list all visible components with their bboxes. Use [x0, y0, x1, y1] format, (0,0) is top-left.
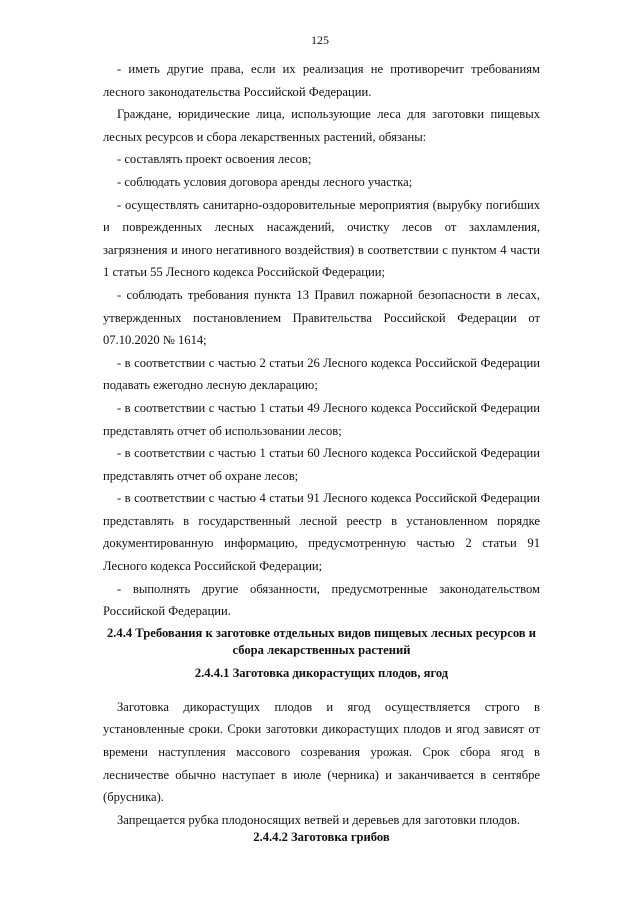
paragraph: Граждане, юридические лица, использующие леса для заготовки пищевых лесных ресурсов и сбора лекарственных растений, обязаны:: [103, 107, 540, 144]
list-item: - в соответствии с частью 1 статьи 60 Лесного кодекса Российской Федерации представлять отчет об охране лесов;: [103, 446, 540, 483]
list-item: - соблюдать требования пункта 13 Правил пожарной безопасности в лесах, утвержденных постановлением Правительства Российской Федерации от 07.10.2020 № 1614;: [103, 287, 540, 348]
section-heading-2-4-4-2: 2.4.4.2 Заготовка грибов: [253, 830, 390, 844]
list-item: - в соответствии с частью 4 статьи 91 Лесного кодекса Российской Федерации представлять в государственный лесной реестр в установленном порядке документированную информацию, предусмотренную частью 2 статьи 91 Лесного кодекса Российской Федерации;: [103, 491, 540, 574]
list-item: - составлять проект освоения лесов;: [117, 152, 312, 167]
list-item: - в соответствии с частью 1 статьи 49 Лесного кодекса Российской Федерации представлять отчет об использовании лесов;: [103, 400, 540, 438]
list-item: - в соответствии с частью 2 статьи 26 Лесного кодекса Российской Федерации подавать ежегодно лесную декларацию;: [103, 355, 540, 393]
document-body: [103, 58, 540, 831]
section-heading-2-4-4-1: 2.4.4.1 Заготовка дикорастущих плодов, ягод: [194, 665, 449, 680]
list-item: - выполнять другие обязанности, предусмотренные законодательством Российской Федерации.: [103, 581, 540, 619]
list-item: - соблюдать условия договора аренды лесного участка;: [117, 174, 413, 189]
list-item: - осуществлять санитарно-оздоровительные мероприятия (вырубку погибших и поврежденных лесных насаждений, очистку лесов от захламления, загрязнения и иного негативного воздействия) в соответствии с пунктом 4 части 1 статьи 55 Лесного кодекса Российской Федерации;: [103, 197, 540, 280]
page-number: 125: [311, 33, 329, 47]
section-heading-2-4-4: 2.4.4 Требования к заготовке отдельных видов пищевых лесных ресурсов и сбора лекарственных растений: [106, 625, 537, 657]
paragraph: - иметь другие права, если их реализация не противоречит требованиям лесного законодательства Российской Федерации.: [103, 62, 540, 99]
paragraph: Заготовка дикорастущих плодов и ягод осуществляется строго в установленные сроки. Сроки заготовки дикорастущих плодов и ягод зависят от времени наступления массового созревания урожая. Срок сбора ягод в лесничестве обычно наступает в июле (черника) и заканчивается в сентябре (брусника).: [103, 699, 540, 805]
paragraph: Запрещается рубка плодоносящих ветвей и деревьев для заготовки плодов.: [117, 812, 521, 827]
